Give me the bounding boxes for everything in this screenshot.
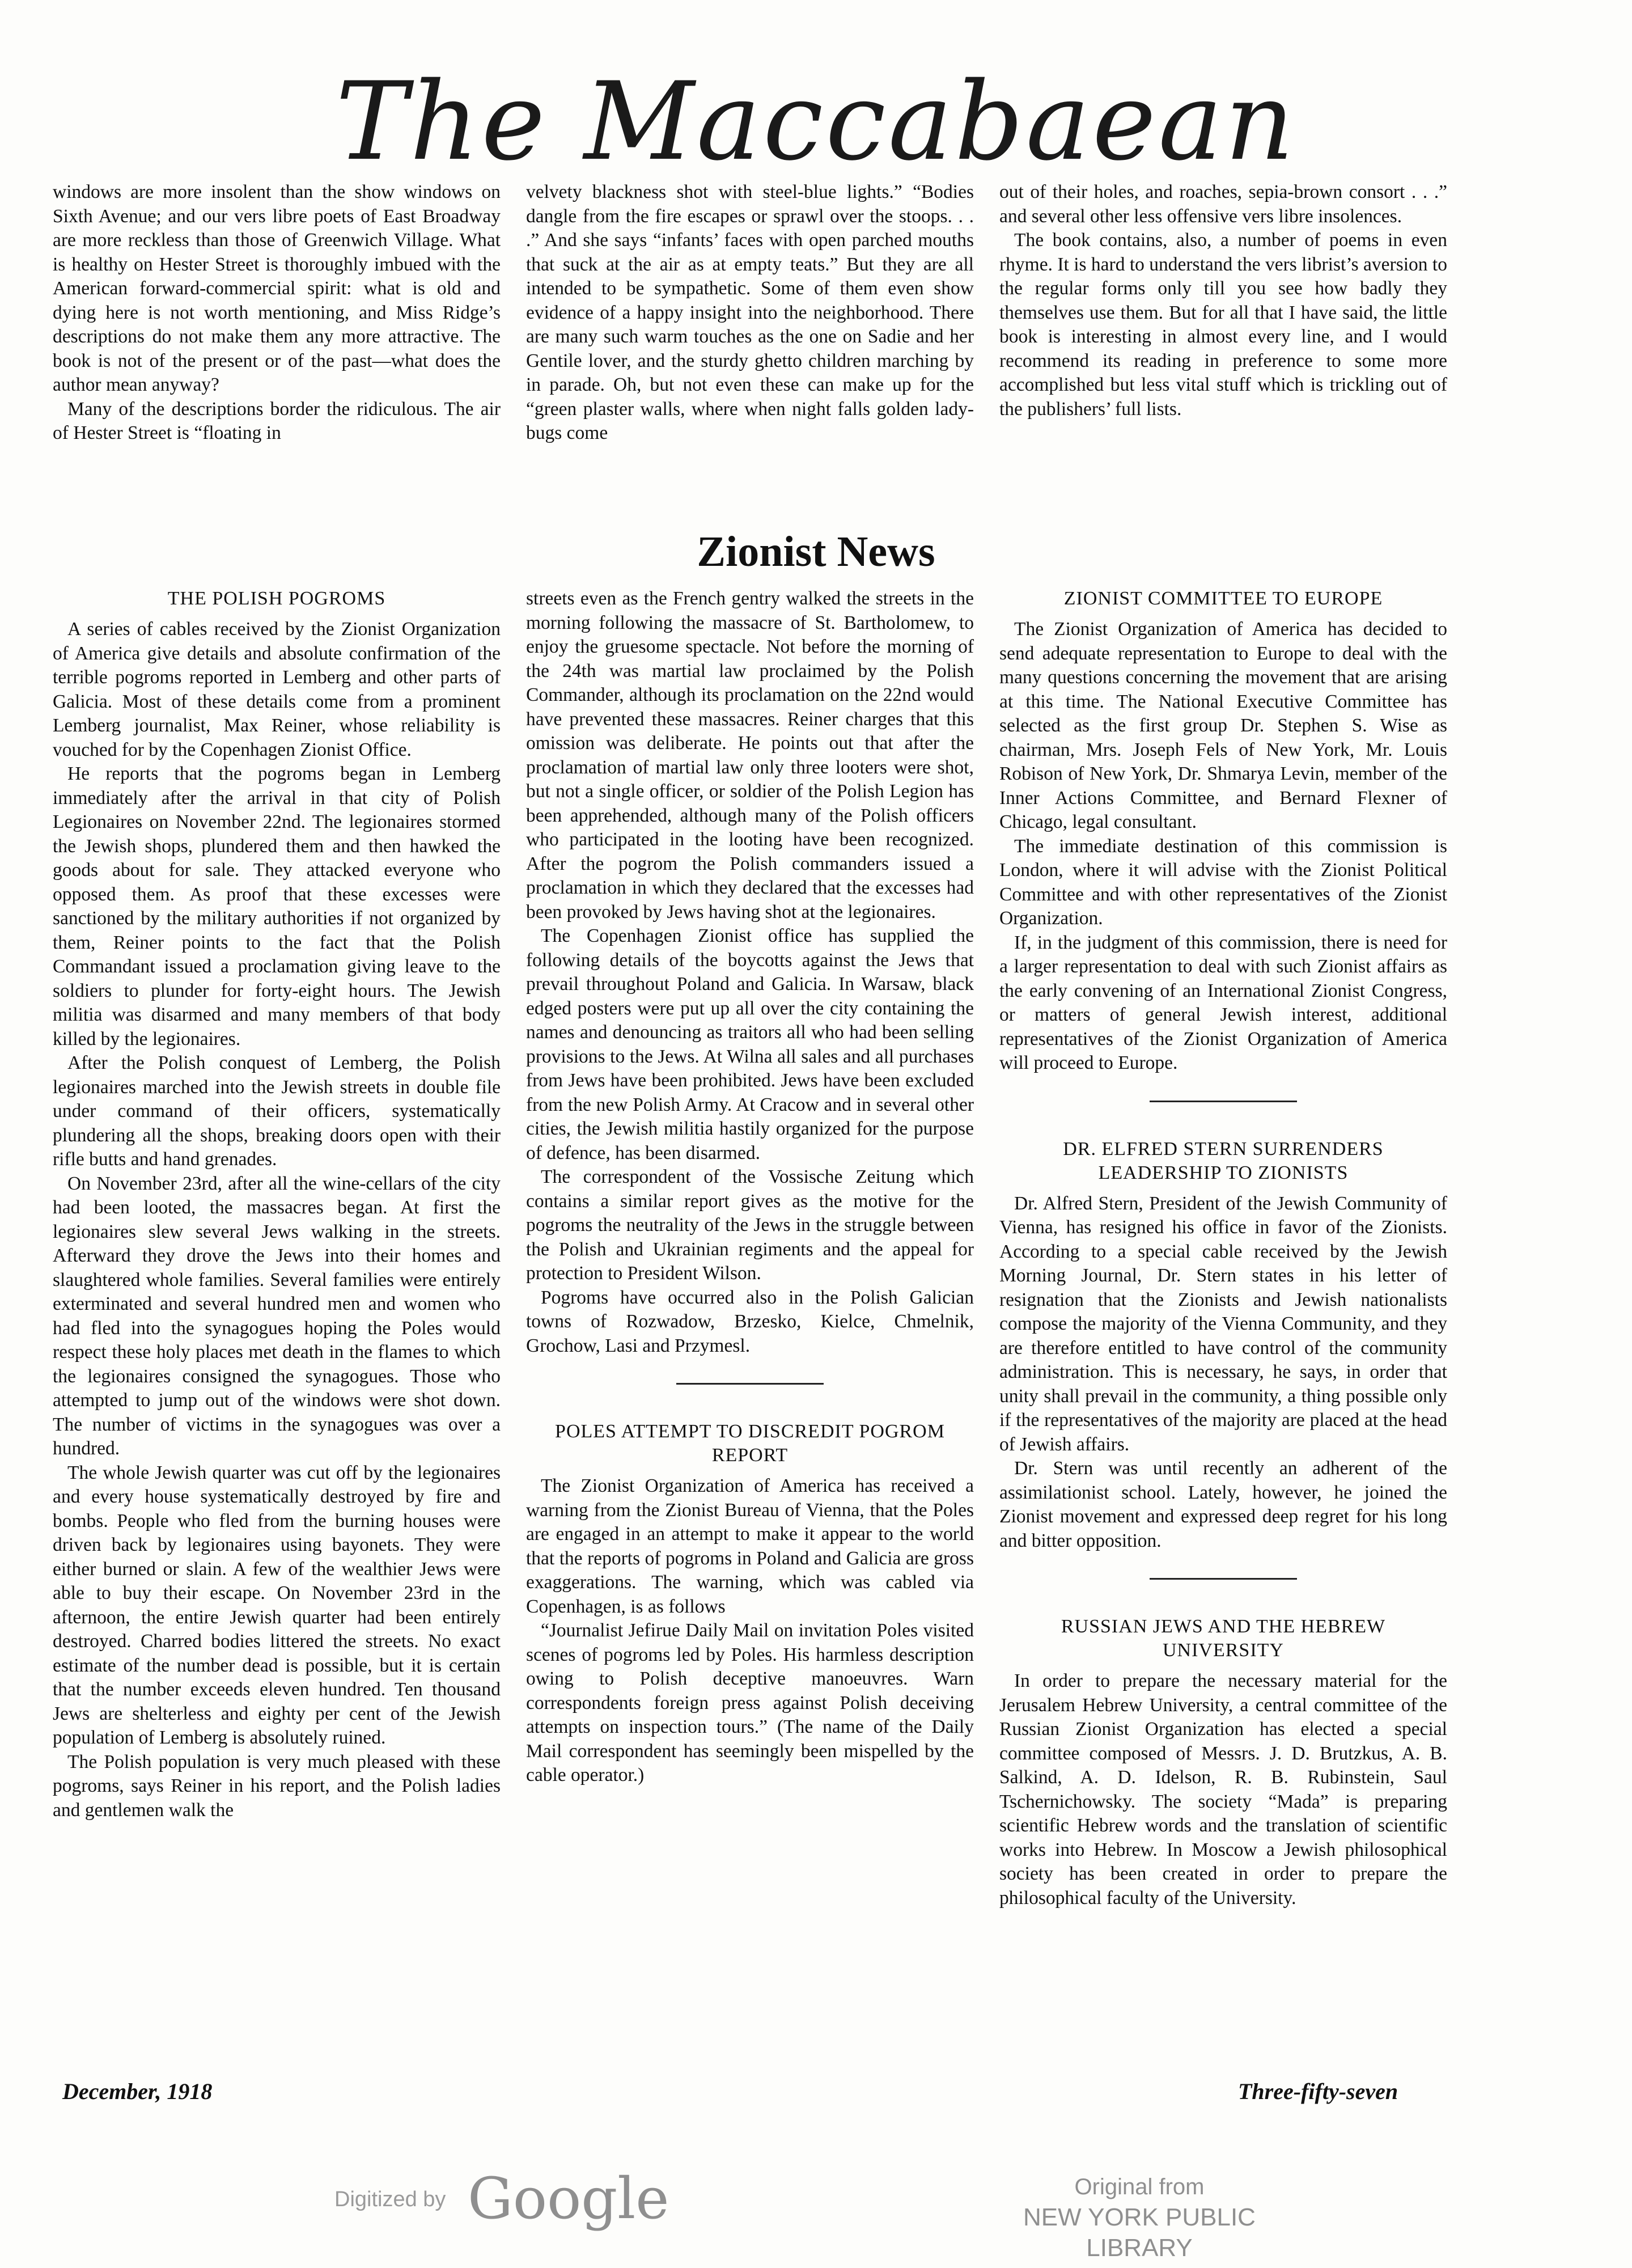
top-column-1 (53, 180, 501, 446)
top-column-3 (999, 180, 1447, 421)
section-title: Zionist News (697, 528, 935, 576)
paragraph: Dr. Stern was until recently an adherent of the assimilationist school. Lately, however, he joined the Zionist movement and expressed deep regret for his long and bitter opposition. (999, 1458, 1447, 1551)
paragraph: In order to prepare the necessary material for the Jerusalem Hebrew University, a central committee of the Russian Zionist Organization has elected a special committee composed of Messrs. J. D. Brutzkus, A. B. Salkind, A. D. Idelson, R. B. Rubinstein, Saul Tschernichowsky. The society “Mada” is preparing scientific Hebrew words and the translation of scientific works into Hebrew. In Moscow a Jewish philosophical society has been created in order to prepare the philosophical faculty of the University. (999, 1670, 1447, 1909)
paragraph: The book contains, also, a number of poems in even rhyme. It is hard to understand the vers librist’s aversion to the regular forms only till you see how badly they themselves use them. But for all that I have said, the little book is interesting in almost every line, and I would recommend its reading in preference to some more accomplished but less vital stuff which is trickling out of the publishers’ full lists. (999, 230, 1447, 420)
google-logo: Google (468, 2165, 669, 2232)
paragraph: “Journalist Jefirue Daily Mail on invitation Poles visited scenes of pogroms led by Poles. His harmless description owing to Polish deceptive manoeuvres. Warn correspondents foreign press against Polish deceiving attempts on inspection tours.” (The name of the Daily Mail correspondent has seemingly been mispelled by the cable operator.) (526, 1620, 974, 1785)
paragraph: The whole Jewish quarter was cut off by the legionaires and every house systematically destroyed by fire and bombs. People who fled from the burning houses were driven back by legionaires using bayonets. They were either burned or slain. A few of the wealthier Jews were able to buy their escape. On November 23rd in the afternoon, the entire Jewish quarter had been entirely destroyed. Charred bodies littered the streets. No exact estimate of the number dead is possible, but it is certain that the number exceeds eleven hundred. Ten thousand Jews are shelterless and eighty per cent of the Jewish population of Lemberg is absolutely ruined. (53, 1462, 501, 1748)
digitized-by-label: Digitized by (334, 2187, 446, 2211)
paragraph: The correspondent of the Vossische Zeitung which contains a similar report gives as the motive for the pogroms the neutrality of the Jews in the struggle between the Polish and Ukrainian regiments and the appeal for protection to President Wilson. (526, 1166, 974, 1284)
paragraph: The immediate destination of this commission is London, where it will advise with the Zionist Political Committee and with other representatives of the Zionist Organization. (999, 835, 1447, 929)
paragraph: velvety blackness shot with steel-blue lights.” “Bodies dangle from the fire escapes or sprawl over the stoops. . . .” And she says “infants’ faces with open parched mouths that suck at the air as at empty teats.” But they are all intended to be sympathetic. Some of them even show evidence of a happy insight into the neighborhood. There are many such warm touches as the one on Sadie and her Gentile lover, and the sturdy ghetto children marching by in parade. Oh, but not even these can make up for the “green plaster walls, where when night falls golden lady-bugs come (526, 181, 974, 443)
paragraph: After the Polish conquest of Lemberg, the Polish legionaires marched into the Jewish streets in double file under command of their officers, systematically plundering all the shops, breaking doors open with their rifle butts and hand grenades. (53, 1052, 501, 1170)
article-title: RUSSIAN JEWS AND THE HEBREW UNIVERSITY (1061, 1616, 1386, 1661)
paragraph: Pogroms have occurred also in the Polish Galician towns of Rozwadow, Brzesko, Kielce, Chmelnik, Grochow, Lasi and Przymesl. (526, 1287, 974, 1356)
paragraph: Dr. Alfred Stern, President of the Jewish Community of Vienna, has resigned his office in favor of the Zionists. According to a special cable received by the Jewish Morning Journal, Dr. Stern states in his letter of resignation that the Zionists and Jewish nationalists compose the majority of the Vienna Community, and they are therefore entitled to have control of the community administration. This is necessary, he says, in order that unity shall prevail in the community, a thing possible only if the representatives of the majority are placed at the head of Jewish affairs. (999, 1192, 1447, 1455)
masthead-title: The Maccabaean (336, 59, 1296, 184)
paragraph: The Copenhagen Zionist office has supplied the following details of the boycotts against the Jews that prevail throughout Poland and Galicia. In Warsaw, black edged posters were put up all over the city containing the names and denouncing as traitors all who had been selling provisions to the Jews. At Wilna all sales and all purchases from Jews have been prohibited. Jews have been excluded from the new Polish Army. At Cracow and in several other cities, the Jewish militia hastily organized for the purpose of defence, has been disarmed. (526, 925, 974, 1163)
footer-page-number: Three-fifty-seven (1238, 2079, 1398, 2104)
source-attribution (981, 2172, 1298, 2263)
article-title: DR. ELFRED STERN SURRENDERS LEADERSHIP TO ZIONISTS (1063, 1138, 1384, 1183)
paragraph: Many of the descriptions border the ridiculous. The air of Hester Street is “floating in (53, 398, 501, 443)
original-from-label: Original from (1074, 2174, 1205, 2199)
paragraph: The Zionist Organization of America has decided to send adequate representation to Europe to deal with the many questions concerning the movement that are arising at this time. The National Executive Committee has selected as the first group Dr. Stephen S. Wise as chairman, Mrs. Joseph Fels of New York, Mr. Louis Robison of New York, Dr. Shmarya Levin, member of the Inner Actions Committee, and Bernard Flexner of Chicago, legal consultant. (999, 619, 1447, 832)
article-title: POLES ATTEMPT TO DISCREDIT POGROM REPORT (555, 1421, 945, 1466)
paragraph: windows are more insolent than the show windows on Sixth Avenue; and our vers libre poets of East Broadway are more reckless than those of Greenwich Village. What is healthy on Hester Street is thoroughly imbued with the American forward-commercial spirit: what is old and dying here is not worth mentioning, and Miss Ridge’s descriptions do not make them any more attractive. The book is not of the present or of the past—what does the author mean anyway? (53, 181, 501, 395)
section-divider (1150, 1101, 1297, 1102)
section-divider (676, 1383, 824, 1385)
section-divider (1150, 1578, 1297, 1580)
paragraph: He reports that the pogroms began in Lemberg immediately after the arrival in that city of Polish Legionaires on November 22nd. The legionaires stormed the Jewish shops, plundered them and then hawked the goods about for sale. They attacked everyone who opposed them. As proof that these excesses were sanctioned by the military authorities if not organized by them, Reiner points to the fact that the Polish Commandant issued a proclamation giving leave to the soldiers to plunder for forty-eight hours. The Jewish militia was disarmed and many members of that body killed by the legionaires. (53, 763, 501, 1050)
article-title: THE POLISH POGROMS (167, 588, 386, 609)
paragraph: If, in the judgment of this commission, there is need for a larger representation to deal with such Zionist affairs as the early convening of an International Zionist Congress, or matters of general Jewish interest, additional representatives of the Zionist Organization of America will proceed to Europe. (999, 932, 1447, 1073)
article-polish-pogroms (53, 587, 501, 1822)
article-column-3 (999, 587, 1447, 1910)
paragraph: The Polish population is very much pleased with these pogroms, says Reiner in his report, and the Polish ladies and gentlemen walk the (53, 1751, 501, 1821)
paragraph: A series of cables received by the Zionist Organization of America give details and absolute confirmation of the terrible pogroms reported in Lemberg and other parts of Galicia. Most of these details come from a prominent Lemberg journalist, Max Reiner, whose reliability is vouched for by the Copenhagen Zionist Office. (53, 619, 501, 760)
paragraph: out of their holes, and roaches, sepia-brown consort . . .” and several other less offensive vers libre insolences. (999, 181, 1447, 227)
paragraph: streets even as the French gentry walked the streets in the morning following the massacre of St. Bartholomew, to enjoy the gruesome spectacle. Not before the morning of the 24th was martial law proclaimed by the Polish Commander, although its proclamation on the 22nd would have prevented these massacres. Reiner charges that this omission was deliberate. He points out that after the proclamation of martial law only three looters were shot, but not a single officer, or soldier of the Polish Legion has been apprehended, although many of the Polish officers who participated in the looting have been recognized. After the pogrom the Polish commanders issued a proclamation in which they declared that the excesses had been provoked by Jews having shot at the legionaires. (526, 588, 974, 923)
library-name: NEW YORK PUBLIC LIBRARY (1023, 2203, 1256, 2262)
top-column-2 (526, 180, 974, 446)
footer-date: December, 1918 (62, 2079, 213, 2104)
paragraph: On November 23rd, after all the wine-cellars of the city had been looted, the massacres began. At first the legionaires slew several Jews walking in the streets. Afterward they drove the Jews into their homes and slaughtered whole families. Several families were entirely exterminated and several hundred men and women who had fled into the synagogues hoping the Poles would respect these holy places met death in the flames to which the legionaires consigned the synagogues. Those who attempted to jump out of the windows were shot down. The number of victims in the synagogues was over a hundred. (53, 1173, 501, 1459)
paragraph: The Zionist Organization of America has received a warning from the Zionist Bureau of Vienna, that the Poles are engaged in an attempt to make it appear to the world that the reports of pogroms in Poland and Galicia are gross exaggerations. The warning, which was cabled via Copenhagen, is as follows (526, 1475, 974, 1617)
article-polish-pogroms-continued (526, 587, 974, 1788)
article-title: ZIONIST COMMITTEE TO EUROPE (1063, 588, 1383, 609)
